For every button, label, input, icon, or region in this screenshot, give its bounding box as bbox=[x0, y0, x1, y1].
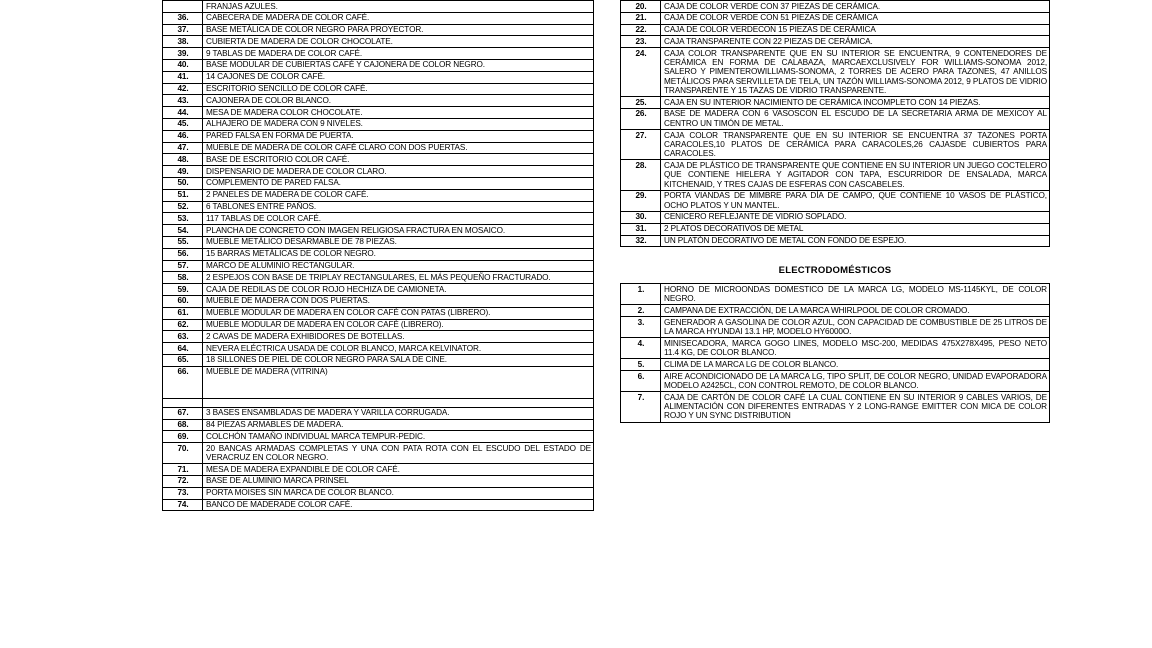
table-row bbox=[621, 12, 1050, 24]
row-number: 49. bbox=[163, 166, 203, 178]
row-number: 31. bbox=[621, 223, 661, 235]
row-description: MUEBLE DE MADERA DE COLOR CAFÉ CLARO CON DOS PUERTAS. bbox=[203, 142, 594, 154]
row-number: 26. bbox=[621, 108, 661, 129]
row-description: 20 BANCAS ARMADAS COMPLETAS Y UNA CON PATA ROTA CON EL ESCUDO DEL ESTADO DE VERACRUZ EN COLOR NEGRO. bbox=[203, 443, 594, 464]
row-number: 36. bbox=[163, 12, 203, 24]
right-inventory-table-bottom bbox=[620, 283, 1050, 422]
row-number: 56. bbox=[163, 248, 203, 260]
table-row bbox=[621, 392, 1050, 422]
row-description: 6 TABLONES ENTRE PAÑOS. bbox=[203, 201, 594, 213]
table-row bbox=[163, 419, 594, 431]
row-number: 53. bbox=[163, 213, 203, 225]
row-description: UN PLATÓN DECORATIVO DE METAL CON FONDO DE ESPEJO. bbox=[661, 235, 1050, 247]
left-table-body bbox=[163, 1, 594, 511]
row-description: CAJA DE PLÁSTICO DE TRANSPARENTE QUE CONTIENE EN SU INTERIOR UN JUEGO COCTELERO QUE CONTIENE HIELERA Y AGITADOR CON TAPA, ESCURRIDOR DE ENSALADA, MARCA KITCHENAID, Y TRES CAJAS DE ESFERAS CON CASCABELES. bbox=[661, 160, 1050, 190]
table-row bbox=[621, 359, 1050, 371]
table-row bbox=[163, 319, 594, 331]
row-description: BANCO DE MADERADE COLOR CAFÉ. bbox=[203, 499, 594, 511]
table-row bbox=[621, 24, 1050, 36]
table-row bbox=[163, 213, 594, 225]
row-description: 3 BASES ENSAMBLADAS DE MADERA Y VARILLA CORRUGADA. bbox=[203, 407, 594, 419]
table-row bbox=[163, 83, 594, 95]
row-number: 38. bbox=[163, 36, 203, 48]
row-number: 22. bbox=[621, 24, 661, 36]
row-description: DISPENSARIO DE MADERA DE COLOR CLARO. bbox=[203, 166, 594, 178]
row-number: 25. bbox=[621, 97, 661, 109]
row-description: CAJA DE COLOR VERDE CON 51 PIEZAS DE CERÁMICA bbox=[661, 12, 1050, 24]
row-description: MUEBLE DE MADERA (VITRINA) bbox=[203, 366, 594, 399]
row-description: HORNO DE MICROONDAS DOMESTICO DE LA MARCA LG, MODELO MS-1145KYL, DE COLOR NEGRO. bbox=[661, 284, 1050, 305]
row-number: 32. bbox=[621, 235, 661, 247]
row-description: FRANJAS AZULES. bbox=[203, 1, 594, 13]
table-row bbox=[163, 260, 594, 272]
row-description: 14 CAJONES DE COLOR CAFÉ. bbox=[203, 71, 594, 83]
row-number: 60. bbox=[163, 295, 203, 307]
row-number: 41. bbox=[163, 71, 203, 83]
table-row bbox=[163, 307, 594, 319]
row-number: 51. bbox=[163, 189, 203, 201]
row-number: 37. bbox=[163, 24, 203, 36]
table-row bbox=[163, 189, 594, 201]
row-number: 43. bbox=[163, 95, 203, 107]
row-description: MUEBLE MODULAR DE MADERA EN COLOR CAFÉ (LIBRERO). bbox=[203, 319, 594, 331]
row-description: GENERADOR A GASOLINA DE COLOR AZUL, CON CAPACIDAD DE COMBUSTIBLE DE 25 LITROS DE LA MARCA HYUNDAI 13.1 HP, MODELO HY6000O. bbox=[661, 317, 1050, 338]
table-row bbox=[163, 118, 594, 130]
table-row bbox=[163, 343, 594, 355]
row-number: 5. bbox=[621, 359, 661, 371]
row-number: 1. bbox=[621, 284, 661, 305]
row-number: 52. bbox=[163, 201, 203, 213]
row-number: 63. bbox=[163, 331, 203, 343]
row-number: 72. bbox=[163, 475, 203, 487]
table-row bbox=[163, 354, 594, 366]
table-row bbox=[163, 36, 594, 48]
row-number: 69. bbox=[163, 431, 203, 443]
table-row bbox=[163, 487, 594, 499]
row-description: CAJA DE COLOR VERDE CON 37 PIEZAS DE CERÁMICA. bbox=[661, 1, 1050, 13]
table-row bbox=[163, 431, 594, 443]
table-row-partial bbox=[163, 1, 594, 13]
row-description: 18 SILLONES DE PIEL DE COLOR NEGRO PARA SALA DE CINE. bbox=[203, 354, 594, 366]
table-row bbox=[163, 464, 594, 476]
row-number: 44. bbox=[163, 107, 203, 119]
table-row bbox=[163, 59, 594, 71]
table-row bbox=[163, 24, 594, 36]
row-number: 70. bbox=[163, 443, 203, 464]
row-description: CAJONERA DE COLOR BLANCO. bbox=[203, 95, 594, 107]
row-number: 45. bbox=[163, 118, 203, 130]
table-row bbox=[163, 236, 594, 248]
row-number: 39. bbox=[163, 48, 203, 60]
row-description: BASE METÁLICA DE COLOR NEGRO PARA PROYECTOR. bbox=[203, 24, 594, 36]
table-row bbox=[621, 160, 1050, 190]
row-number: 46. bbox=[163, 130, 203, 142]
row-description: BASE DE ESCRITORIO COLOR CAFÉ. bbox=[203, 154, 594, 166]
row-description: BASE DE ALUMINIO MARCA PRINSEL bbox=[203, 475, 594, 487]
row-description: CAJA DE COLOR VERDECON 15 PIEZAS DE CERÁMICA bbox=[661, 24, 1050, 36]
row-description: CAJA DE REDILAS DE COLOR ROJO HECHIZA DE CAMIONETA. bbox=[203, 284, 594, 296]
table-row bbox=[163, 284, 594, 296]
row-number: 21. bbox=[621, 12, 661, 24]
table-row bbox=[163, 12, 594, 24]
row-number: 59. bbox=[163, 284, 203, 296]
table-row bbox=[621, 190, 1050, 211]
row-description: AIRE ACONDICIONADO DE LA MARCA LG, TIPO SPLIT, DE COLOR NEGRO, UNIDAD EVAPORADORA MODELO A2425CL, CON CONTROL REMOTO, DE COLOR BLANCO. bbox=[661, 371, 1050, 392]
table-row bbox=[163, 272, 594, 284]
row-number: 73. bbox=[163, 487, 203, 499]
row-description: NEVERA ELÉCTRICA USADA DE COLOR BLANCO, MARCA KELVINATOR. bbox=[203, 343, 594, 355]
row-description: 117 TABLAS DE COLOR CAFÉ. bbox=[203, 213, 594, 225]
row-description: 2 ESPEJOS CON BASE DE TRIPLAY RECTANGULARES, EL MÁS PEQUEÑO FRACTURADO. bbox=[203, 272, 594, 284]
row-description: COLCHÓN TAMAÑO INDIVIDUAL MARCA TEMPUR-PEDIC. bbox=[203, 431, 594, 443]
table-row bbox=[163, 475, 594, 487]
table-row bbox=[621, 108, 1050, 129]
row-description: 2 CAVAS DE MADERA EXHIBIDORES DE BOTELLAS. bbox=[203, 331, 594, 343]
table-row bbox=[163, 154, 594, 166]
row-description: MESA DE MADERA COLOR CHOCOLATE. bbox=[203, 107, 594, 119]
left-inventory-table bbox=[162, 0, 594, 511]
row-number bbox=[163, 1, 203, 13]
table-row bbox=[163, 499, 594, 511]
row-description: 84 PIEZAS ARMABLES DE MADERA. bbox=[203, 419, 594, 431]
row-number: 54. bbox=[163, 225, 203, 237]
row-number: 67. bbox=[163, 407, 203, 419]
row-number: 20. bbox=[621, 1, 661, 13]
row-number: 48. bbox=[163, 154, 203, 166]
row-description: 9 TABLAS DE MADERA DE COLOR CAFÉ. bbox=[203, 48, 594, 60]
table-row bbox=[621, 130, 1050, 160]
table-row bbox=[621, 48, 1050, 97]
table-row bbox=[163, 130, 594, 142]
row-description: CAJA COLOR TRANSPARENTE QUE EN SU INTERIOR SE ENCUENTRA 37 TAZONES PORTA CARACOLES,10 PLATOS DE CERÁMICA PARA CARACOLES,26 CAJASDE CUBIERTOS PARA CARACOLES. bbox=[661, 130, 1050, 160]
row-number: 62. bbox=[163, 319, 203, 331]
table-row bbox=[163, 366, 594, 399]
row-description: 15 BARRAS METÁLICAS DE COLOR NEGRO. bbox=[203, 248, 594, 260]
row-number: 55. bbox=[163, 236, 203, 248]
table-row bbox=[621, 371, 1050, 392]
row-number: 65. bbox=[163, 354, 203, 366]
row-number: 66. bbox=[163, 366, 203, 399]
row-description: CAJA COLOR TRANSPARENTE QUE EN SU INTERIOR SE ENCUENTRA, 9 CONTENEDORES DE CERÁMICA EN FORMA DE CALABAZA, MARCAEXCLUSIVELY FOR WILLIAMS-SONOMA 2012, SALERO Y PIMENTEROWILLIAMS-SONOMA, 2 TORRES DE ACERO PARA TAZONES, 47 ANILLOS METÁLICOS PARA SERVILLETA DE TELA, UN TAZÓN WILLIAMS-SONOMA 2012, 9 PLATOS DE VIDRIO TRANSPARENTE Y 15 TAZAS DE VIDRIO TRANSPARENTE. bbox=[661, 48, 1050, 97]
section-heading-electrodomesticos: ELECTRODOMÉSTICOS bbox=[778, 265, 892, 277]
row-number: 40. bbox=[163, 59, 203, 71]
right-table-body-bottom bbox=[621, 284, 1050, 422]
row-number: 61. bbox=[163, 307, 203, 319]
row-description: PARED FALSA EN FORMA DE PUERTA. bbox=[203, 130, 594, 142]
row-description: ALHAJERO DE MADERA CON 9 NIVELES. bbox=[203, 118, 594, 130]
left-column bbox=[162, 0, 594, 511]
row-number: 58. bbox=[163, 272, 203, 284]
table-row bbox=[621, 305, 1050, 317]
row-description: CLIMA DE LA MARCA LG DE COLOR BLANCO. bbox=[661, 359, 1050, 371]
row-description: PORTA MOISES SIN MARCA DE COLOR BLANCO. bbox=[203, 487, 594, 499]
row-description: CABECERA DE MADERA DE COLOR CAFÉ. bbox=[203, 12, 594, 24]
row-description: CENICERO REFLEJANTE DE VIDRIO SOPLADO. bbox=[661, 211, 1050, 223]
row-number: 68. bbox=[163, 419, 203, 431]
row-number: 71. bbox=[163, 464, 203, 476]
table-row bbox=[163, 107, 594, 119]
row-number: 6. bbox=[621, 371, 661, 392]
table-row bbox=[163, 177, 594, 189]
table-row bbox=[163, 71, 594, 83]
right-column bbox=[620, 0, 1050, 423]
table-row bbox=[163, 166, 594, 178]
row-description: MARCO DE ALUMINIO RECTANGULAR. bbox=[203, 260, 594, 272]
table-row bbox=[163, 248, 594, 260]
row-number: 29. bbox=[621, 190, 661, 211]
row-description: 2 PLATOS DECORATIVOS DE METAL bbox=[661, 223, 1050, 235]
row-description: PORTA VIANDAS DE MIMBRE PARA DÍA DE CAMPO, QUE CONTIENE 10 VASOS DE PLÁSTICO, OCHO PLATOS Y UN MANTEL. bbox=[661, 190, 1050, 211]
table-row bbox=[621, 223, 1050, 235]
table-row bbox=[621, 235, 1050, 247]
row-description: CAJA EN SU INTERIOR NACIMIENTO DE CERÁMICA INCOMPLETO CON 14 PIEZAS. bbox=[661, 97, 1050, 109]
row-number: 50. bbox=[163, 177, 203, 189]
row-description: CAJA TRANSPARENTE CON 22 PIEZAS DE CERÁMICA. bbox=[661, 36, 1050, 48]
row-description: CAMPANA DE EXTRACCIÓN, DE LA MARCA WHIRLPOOL DE COLOR CROMADO. bbox=[661, 305, 1050, 317]
table-row bbox=[163, 407, 594, 419]
table-row bbox=[621, 284, 1050, 305]
row-number: 64. bbox=[163, 343, 203, 355]
row-description: PLANCHA DE CONCRETO CON IMAGEN RELIGIOSA FRACTURA EN MOSAICO. bbox=[203, 225, 594, 237]
row-description: ESCRITORIO SENCILLO DE COLOR CAFÉ. bbox=[203, 83, 594, 95]
table-row bbox=[621, 1, 1050, 13]
table-row bbox=[163, 95, 594, 107]
row-description: COMPLEMENTO DE PARED FALSA. bbox=[203, 177, 594, 189]
right-inventory-table-top bbox=[620, 0, 1050, 247]
row-description: MUEBLE METÁLICO DESARMABLE DE 78 PIEZAS. bbox=[203, 236, 594, 248]
table-row bbox=[621, 97, 1050, 109]
table-row bbox=[163, 142, 594, 154]
row-number: 7. bbox=[621, 392, 661, 422]
row-number: 23. bbox=[621, 36, 661, 48]
row-number: 42. bbox=[163, 83, 203, 95]
row-number: 24. bbox=[621, 48, 661, 97]
table-row bbox=[621, 317, 1050, 338]
spacer-cell-description bbox=[203, 399, 594, 408]
table-row bbox=[163, 443, 594, 464]
right-table-body-top bbox=[621, 1, 1050, 247]
table-row bbox=[163, 225, 594, 237]
table-row bbox=[621, 36, 1050, 48]
table-row bbox=[163, 331, 594, 343]
table-row bbox=[163, 295, 594, 307]
table-row bbox=[621, 338, 1050, 359]
row-description: CAJA DE CARTÓN DE COLOR CAFÉ LA CUAL CONTIENE EN SU INTERIOR 9 CABLES VARIOS, DE ALIMENTACIÓN CON DIFERENTES ENTRADAS Y 2 LONG-RANGE EMITTER CON MICA DE COLOR ROJO Y UN SYNC DISTRIBUTION bbox=[661, 392, 1050, 422]
row-description: MUEBLE MODULAR DE MADERA EN COLOR CAFÉ CON PATAS (LIBRERO). bbox=[203, 307, 594, 319]
row-number: 28. bbox=[621, 160, 661, 190]
table-spacer-row bbox=[163, 399, 594, 408]
row-description: MUEBLE DE MADERA CON DOS PUERTAS. bbox=[203, 295, 594, 307]
row-number: 2. bbox=[621, 305, 661, 317]
row-number: 3. bbox=[621, 317, 661, 338]
row-description: BASE DE MADERA CON 6 VASOSCON EL ESCUDO DE LA SECRETARIA ARMA DE MEXICOY AL CENTRO UN TIMÓN DE METAL. bbox=[661, 108, 1050, 129]
row-number: 74. bbox=[163, 499, 203, 511]
row-number: 57. bbox=[163, 260, 203, 272]
row-number: 30. bbox=[621, 211, 661, 223]
spacer-cell-number bbox=[163, 399, 203, 408]
row-description: MINISECADORA, MARCA GOGO LINES, MODELO MSC-200, MEDIDAS 475X278X495, PESO NETO 11.4 KG, DE COLOR BLANCO. bbox=[661, 338, 1050, 359]
row-description: 2 PANELES DE MADERA DE COLOR CAFÉ. bbox=[203, 189, 594, 201]
table-row bbox=[621, 211, 1050, 223]
row-number: 47. bbox=[163, 142, 203, 154]
row-description: BASE MODULAR DE CUBIERTAS CAFÉ Y CAJONERA DE COLOR NEGRO. bbox=[203, 59, 594, 71]
row-description: CUBIERTA DE MADERA DE COLOR CHOCOLATE. bbox=[203, 36, 594, 48]
row-description: MESA DE MADERA EXPANDIBLE DE COLOR CAFÉ. bbox=[203, 464, 594, 476]
table-row bbox=[163, 48, 594, 60]
table-row bbox=[163, 201, 594, 213]
row-number: 27. bbox=[621, 130, 661, 160]
row-number: 4. bbox=[621, 338, 661, 359]
